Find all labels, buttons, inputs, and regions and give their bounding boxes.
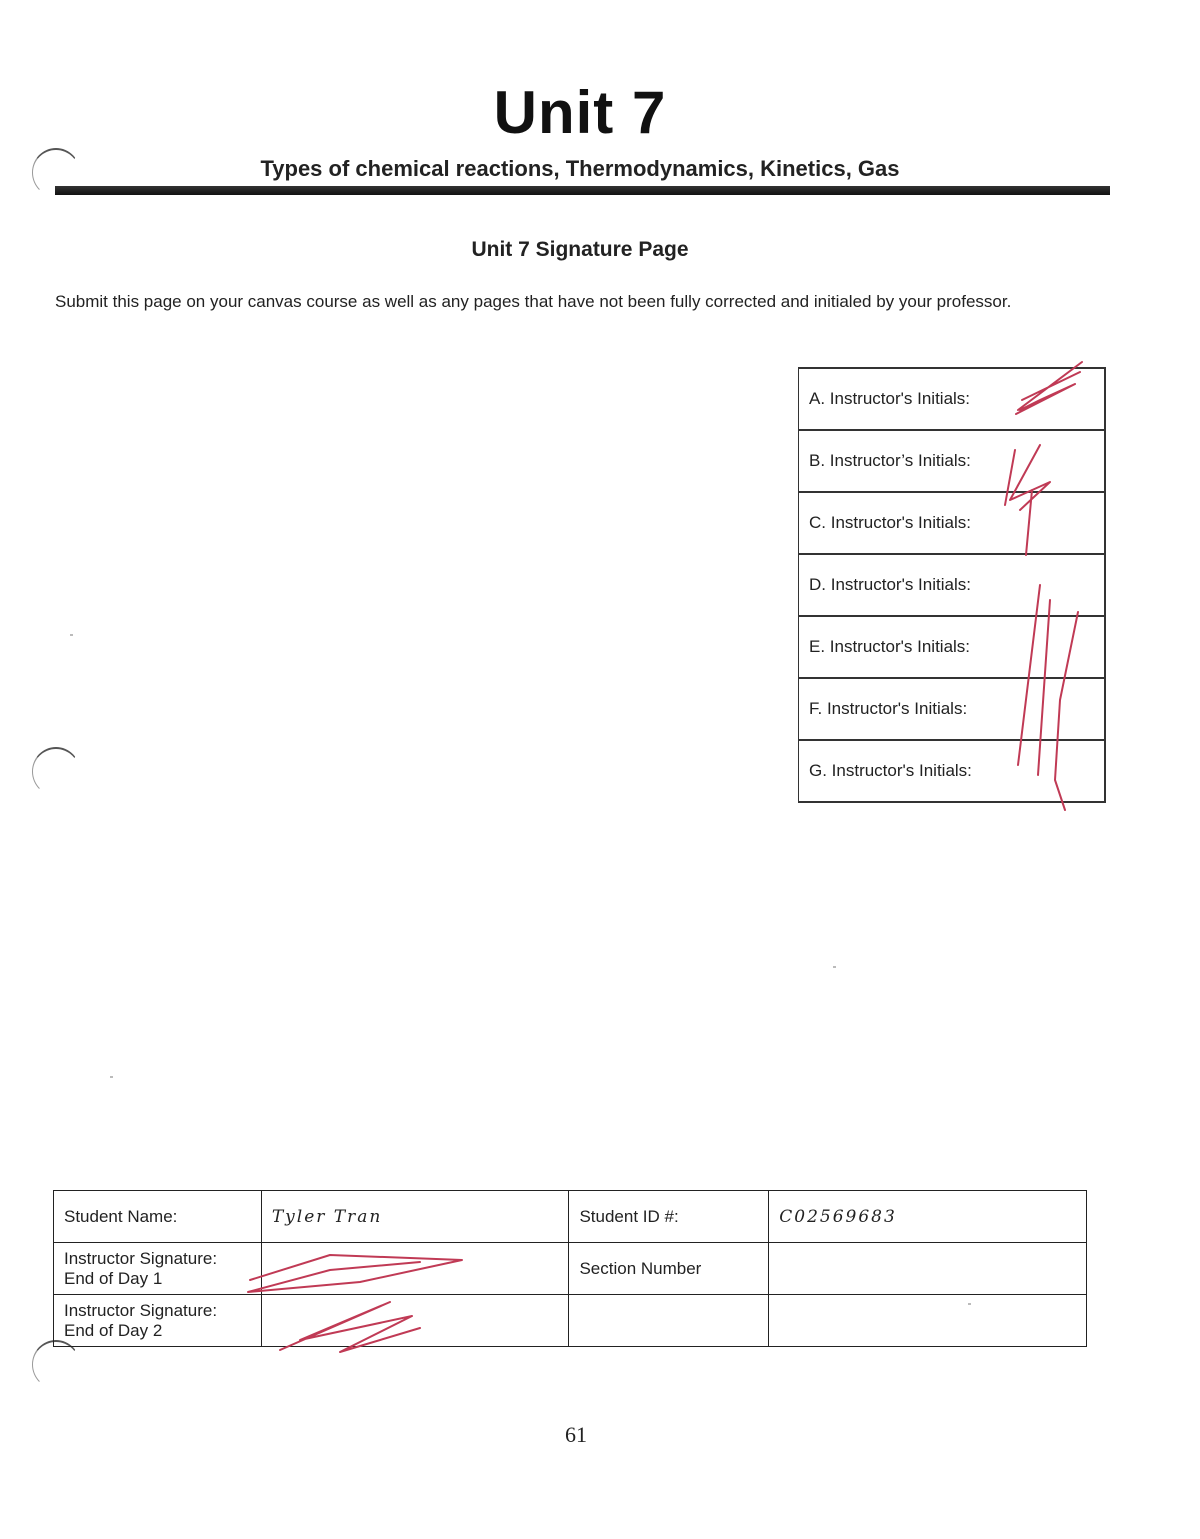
- initials-row-b: B. Instructor’s Initials:: [799, 430, 1106, 492]
- empty-cell-c3: [569, 1295, 769, 1347]
- day2-label-line2: End of Day 2: [64, 1320, 163, 1340]
- scan-speck: [968, 1303, 971, 1305]
- scan-speck: [833, 966, 836, 968]
- scan-speck: [70, 634, 73, 636]
- initials-row-a: A. Instructor's Initials:: [799, 368, 1106, 430]
- student-name-value: Tyler Tran: [261, 1191, 569, 1243]
- binder-hole-middle: [32, 747, 80, 796]
- student-id-label: Student ID #:: [569, 1191, 769, 1243]
- binder-hole-bottom: [32, 1340, 80, 1389]
- day2-signature-label: [54, 1295, 262, 1347]
- day2-signature-cell: [261, 1295, 569, 1347]
- instructions-text: Submit this page on your canvas course as well as any pages that have not been fully corrected and initialed by your professor.: [55, 292, 1012, 311]
- unit-subtitle: Types of chemical reactions, Thermodynamics, Kinetics, Gas: [260, 156, 900, 181]
- student-name-label: Student Name:: [54, 1191, 262, 1243]
- student-id-value: C02569683: [769, 1191, 1087, 1243]
- day1-signature-label: [54, 1243, 262, 1295]
- unit-title: Unit 7: [493, 79, 667, 146]
- day2-label-line1: Instructor Signature:: [64, 1300, 218, 1320]
- day1-signature-cell: [261, 1243, 569, 1295]
- initials-table: [798, 367, 1106, 803]
- day1-label-line1: Instructor Signature:: [64, 1248, 218, 1268]
- student-info-table: [53, 1190, 1087, 1347]
- initials-row-e: E. Instructor's Initials:: [799, 616, 1106, 678]
- page-number: 61: [565, 1422, 587, 1447]
- empty-cell-d3: [769, 1295, 1087, 1347]
- day1-label-line2: End of Day 1: [64, 1268, 163, 1288]
- header-rule: [55, 186, 1110, 195]
- initials-row-c: C. Instructor's Initials:: [799, 492, 1106, 554]
- signature-page-heading: Unit 7 Signature Page: [471, 238, 689, 261]
- initials-row-f: F. Instructor's Initials:: [799, 678, 1106, 740]
- initials-row-d: D. Instructor's Initials:: [799, 554, 1106, 616]
- section-number-label: Section Number: [569, 1243, 769, 1295]
- section-number-value: [769, 1243, 1087, 1295]
- scan-speck: [110, 1076, 113, 1078]
- initials-row-g: G. Instructor's Initials:: [799, 740, 1106, 802]
